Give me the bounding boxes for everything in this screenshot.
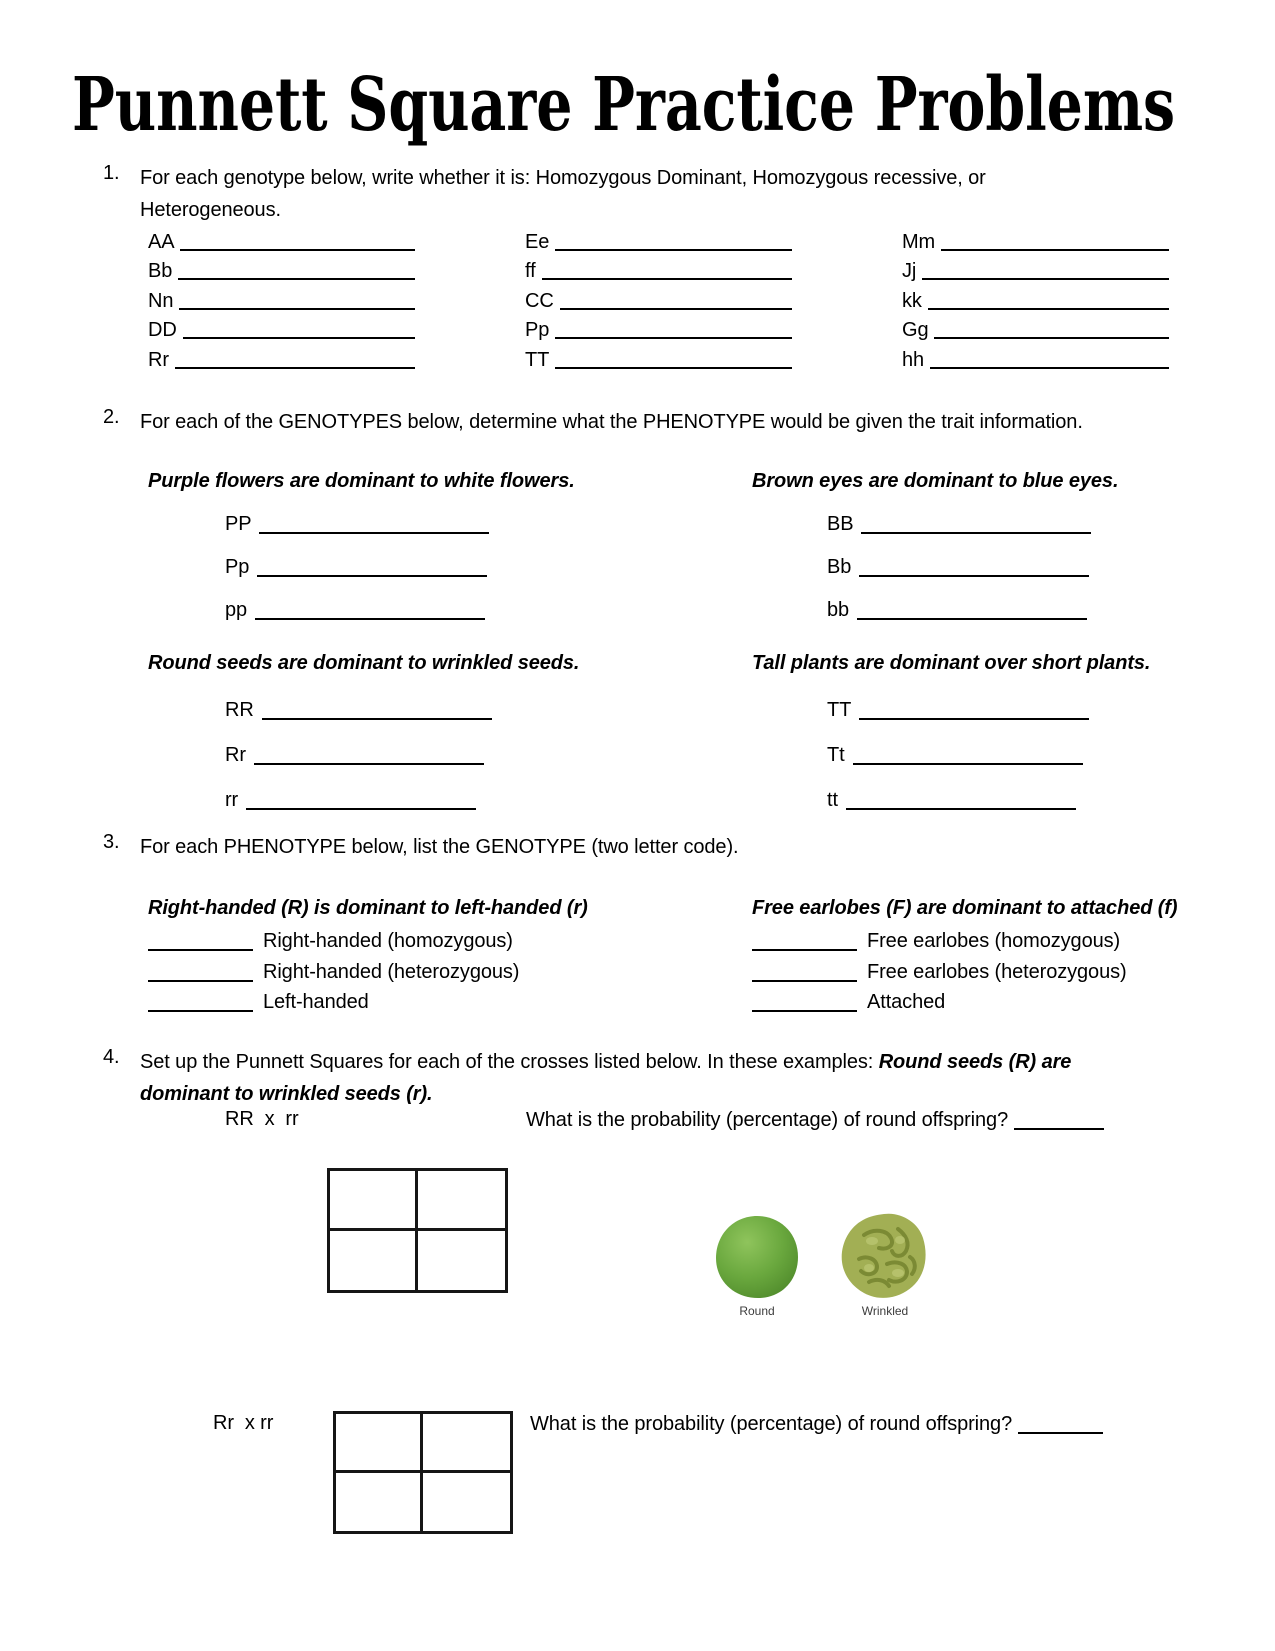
answer-blank — [555, 337, 792, 339]
genotype-label: Jj — [902, 260, 917, 283]
answer-blank — [930, 367, 1169, 369]
punnett-cell — [423, 1414, 510, 1473]
question-3-text: For each PHENOTYPE below, list the GENOTYPE (two letter code). — [140, 836, 739, 858]
phenotype-label: Left-handed — [263, 991, 369, 1013]
answer-blank — [254, 743, 484, 765]
genotype-label: bb — [827, 599, 850, 621]
phenotype-section-handedness — [148, 897, 588, 1021]
genotype-label: Rr — [225, 744, 246, 766]
trait-header: Round seeds are dominant to wrinkled seeds. — [148, 652, 580, 674]
answer-blank — [861, 512, 1091, 534]
question-1-line1: For each genotype below, write whether it is: Homozygous Dominant, Homozygous recessive, or — [140, 167, 986, 189]
answer-blank — [934, 337, 1169, 339]
wrinkle-highlight — [866, 1237, 878, 1245]
genotype-label: AA — [148, 230, 175, 253]
genotype-cell — [148, 316, 525, 346]
trait-rows — [827, 698, 1150, 833]
genotype-label: Mm — [902, 230, 936, 253]
answer-blank — [148, 990, 253, 1012]
answer-blank — [1014, 1108, 1104, 1130]
question-1-text — [140, 162, 986, 226]
genotype-row — [827, 743, 1150, 788]
wrinkle-highlight — [895, 1236, 905, 1244]
genotype-label: tt — [827, 789, 838, 811]
question-1-number: 1. — [103, 162, 120, 184]
genotype-cell — [148, 227, 525, 257]
answer-blank — [178, 278, 415, 280]
answer-blank — [752, 929, 857, 951]
answer-blank — [255, 598, 485, 620]
genotype-cell — [902, 316, 1275, 346]
cross-question-1 — [526, 1108, 1104, 1132]
answer-blank — [859, 698, 1089, 720]
genotype-label: CC — [525, 289, 554, 312]
phenotype-row — [752, 929, 1177, 960]
cross-label-1: RR x rr — [225, 1108, 299, 1130]
punnett-cell — [330, 1231, 418, 1291]
genotype-row — [225, 555, 575, 598]
question-2-number: 2. — [103, 406, 120, 428]
trait-header: Free earlobes (F) are dominant to attached (f) — [752, 897, 1178, 919]
wrinkle-highlight — [864, 1264, 874, 1272]
genotype-cell — [525, 227, 902, 257]
genotype-cell — [525, 257, 902, 287]
question-4-text-bold2: dominant to wrinkled seeds (r). — [140, 1083, 433, 1105]
genotype-label: kk — [902, 289, 922, 312]
question-1 — [103, 162, 986, 226]
genotype-cell — [148, 257, 525, 287]
phenotype-label: Right-handed (homozygous) — [263, 930, 513, 952]
answer-blank — [542, 278, 792, 280]
genotype-row — [225, 698, 579, 743]
trait-rows — [225, 512, 575, 641]
genotype-label: pp — [225, 599, 248, 621]
genotype-row — [225, 743, 579, 788]
wrinkled-seed-image — [838, 1211, 930, 1300]
trait-section-purple-flowers — [148, 470, 575, 641]
genotype-label: TT — [525, 348, 550, 371]
worksheet-title: Punnett Square Practice Problems — [72, 62, 1176, 148]
punnett-cell — [330, 1171, 418, 1231]
genotype-cell — [525, 345, 902, 375]
answer-blank — [555, 367, 792, 369]
seed-label-wrinkled: Wrinkled — [861, 1304, 909, 1318]
phenotype-rows — [148, 929, 588, 1021]
genotype-cell — [148, 286, 525, 316]
genotype-label: Nn — [148, 289, 174, 312]
trait-header: Right-handed (R) is dominant to left-handed (r) — [148, 897, 588, 919]
genotype-row — [827, 555, 1118, 598]
answer-blank — [941, 249, 1169, 251]
answer-blank — [555, 249, 792, 251]
phenotype-row — [148, 929, 588, 960]
cross-question-2 — [530, 1412, 1103, 1436]
genotype-cell — [902, 286, 1275, 316]
trait-header: Purple flowers are dominant to white flowers. — [148, 470, 575, 492]
genotype-row — [827, 698, 1150, 743]
punnett-cell — [418, 1171, 506, 1231]
trait-rows — [827, 512, 1118, 641]
answer-blank — [175, 367, 415, 369]
answer-blank — [857, 598, 1087, 620]
phenotype-rows — [752, 929, 1177, 1021]
genotype-row — [225, 788, 579, 833]
genotype-row — [225, 512, 575, 555]
answer-blank — [148, 960, 253, 982]
phenotype-row — [148, 960, 588, 991]
genotype-row — [827, 788, 1150, 833]
round-seed-image — [712, 1214, 802, 1300]
phenotype-label: Right-handed (heterozygous) — [263, 960, 520, 983]
genotype-label: Gg — [902, 319, 929, 342]
genotype-label: Ee — [525, 230, 550, 253]
phenotype-label: Free earlobes (heterozygous) — [867, 960, 1127, 983]
answer-blank — [560, 308, 792, 310]
genotype-label: ff — [525, 260, 536, 283]
punnett-cell — [336, 1414, 423, 1473]
phenotype-row — [752, 960, 1177, 991]
genotype-cell — [148, 345, 525, 375]
genotype-label: Bb — [148, 260, 173, 283]
genotype-label: BB — [827, 513, 854, 535]
cross-label-2: Rr x rr — [213, 1412, 274, 1434]
trait-section-round-seeds — [148, 652, 579, 833]
answer-blank — [853, 743, 1083, 765]
question-4 — [103, 1046, 1071, 1110]
genotype-label: Pp — [225, 556, 250, 578]
answer-blank — [246, 788, 476, 810]
genotype-label: PP — [225, 513, 252, 535]
trait-section-tall-plants — [752, 652, 1150, 833]
genotype-label: Pp — [525, 319, 550, 342]
genotype-row — [827, 512, 1118, 555]
answer-blank — [752, 960, 857, 982]
answer-blank — [928, 308, 1169, 310]
punnett-grid-1 — [327, 1168, 508, 1293]
genotype-label: Rr — [148, 348, 169, 371]
cross-question-1-text: What is the probability (percentage) of round offspring? — [526, 1109, 1009, 1131]
answer-blank — [183, 337, 415, 339]
genotype-cell — [902, 345, 1275, 375]
genotype-label: TT — [827, 699, 852, 721]
question-4-number: 4. — [103, 1046, 120, 1068]
question-2 — [103, 406, 1083, 438]
punnett-cell — [418, 1231, 506, 1291]
wrinkled-seed-body — [842, 1214, 926, 1298]
phenotype-row — [752, 990, 1177, 1021]
answer-blank — [259, 512, 489, 534]
genotype-cell — [525, 286, 902, 316]
genotype-cell — [902, 257, 1275, 287]
phenotype-section-earlobes — [752, 897, 1177, 1021]
question-2-text: For each of the GENOTYPES below, determine what the PHENOTYPE would be given the trait information. — [140, 411, 1083, 433]
punnett-cell — [423, 1473, 510, 1532]
seed-label-round: Round — [739, 1304, 775, 1318]
genotype-list — [148, 227, 1275, 375]
genotype-label: RR — [225, 699, 254, 721]
answer-blank — [180, 249, 415, 251]
answer-blank — [859, 555, 1089, 577]
genotype-cell — [902, 227, 1275, 257]
phenotype-label: Free earlobes (homozygous) — [867, 930, 1121, 952]
answer-blank — [752, 990, 857, 1012]
trait-header: Brown eyes are dominant to blue eyes. — [752, 470, 1119, 492]
answer-blank — [922, 278, 1169, 280]
phenotype-label: Attached — [867, 991, 946, 1013]
answer-blank — [179, 308, 415, 310]
answer-blank — [257, 555, 487, 577]
genotype-label: hh — [902, 348, 925, 371]
punnett-grid-2 — [333, 1411, 513, 1534]
cross-question-2-text: What is the probability (percentage) of round offspring? — [530, 1413, 1013, 1435]
answer-blank — [262, 698, 492, 720]
phenotype-row — [148, 990, 588, 1021]
question-3 — [103, 831, 738, 863]
answer-blank — [1018, 1412, 1103, 1434]
answer-blank — [148, 929, 253, 951]
genotype-row — [225, 598, 575, 641]
question-4-text-bold: Round seeds (R) are — [878, 1051, 1072, 1073]
genotype-cell — [525, 316, 902, 346]
trait-rows — [225, 698, 579, 833]
genotype-label: Tt — [827, 744, 845, 766]
question-1-line2: Heterogeneous. — [140, 199, 281, 221]
trait-header: Tall plants are dominant over short plants. — [752, 652, 1151, 674]
trait-section-brown-eyes — [752, 470, 1118, 641]
question-3-number: 3. — [103, 831, 120, 853]
genotype-row — [827, 598, 1118, 641]
question-4-text-normal: Set up the Punnett Squares for each of the crosses listed below. In these examples: — [140, 1051, 879, 1073]
genotype-label: rr — [225, 789, 239, 811]
answer-blank — [846, 788, 1076, 810]
wrinkle-highlight — [892, 1269, 904, 1277]
question-4-text — [140, 1046, 1071, 1110]
genotype-label: DD — [148, 319, 177, 342]
genotype-label: Bb — [827, 556, 852, 578]
punnett-cell — [336, 1473, 423, 1532]
